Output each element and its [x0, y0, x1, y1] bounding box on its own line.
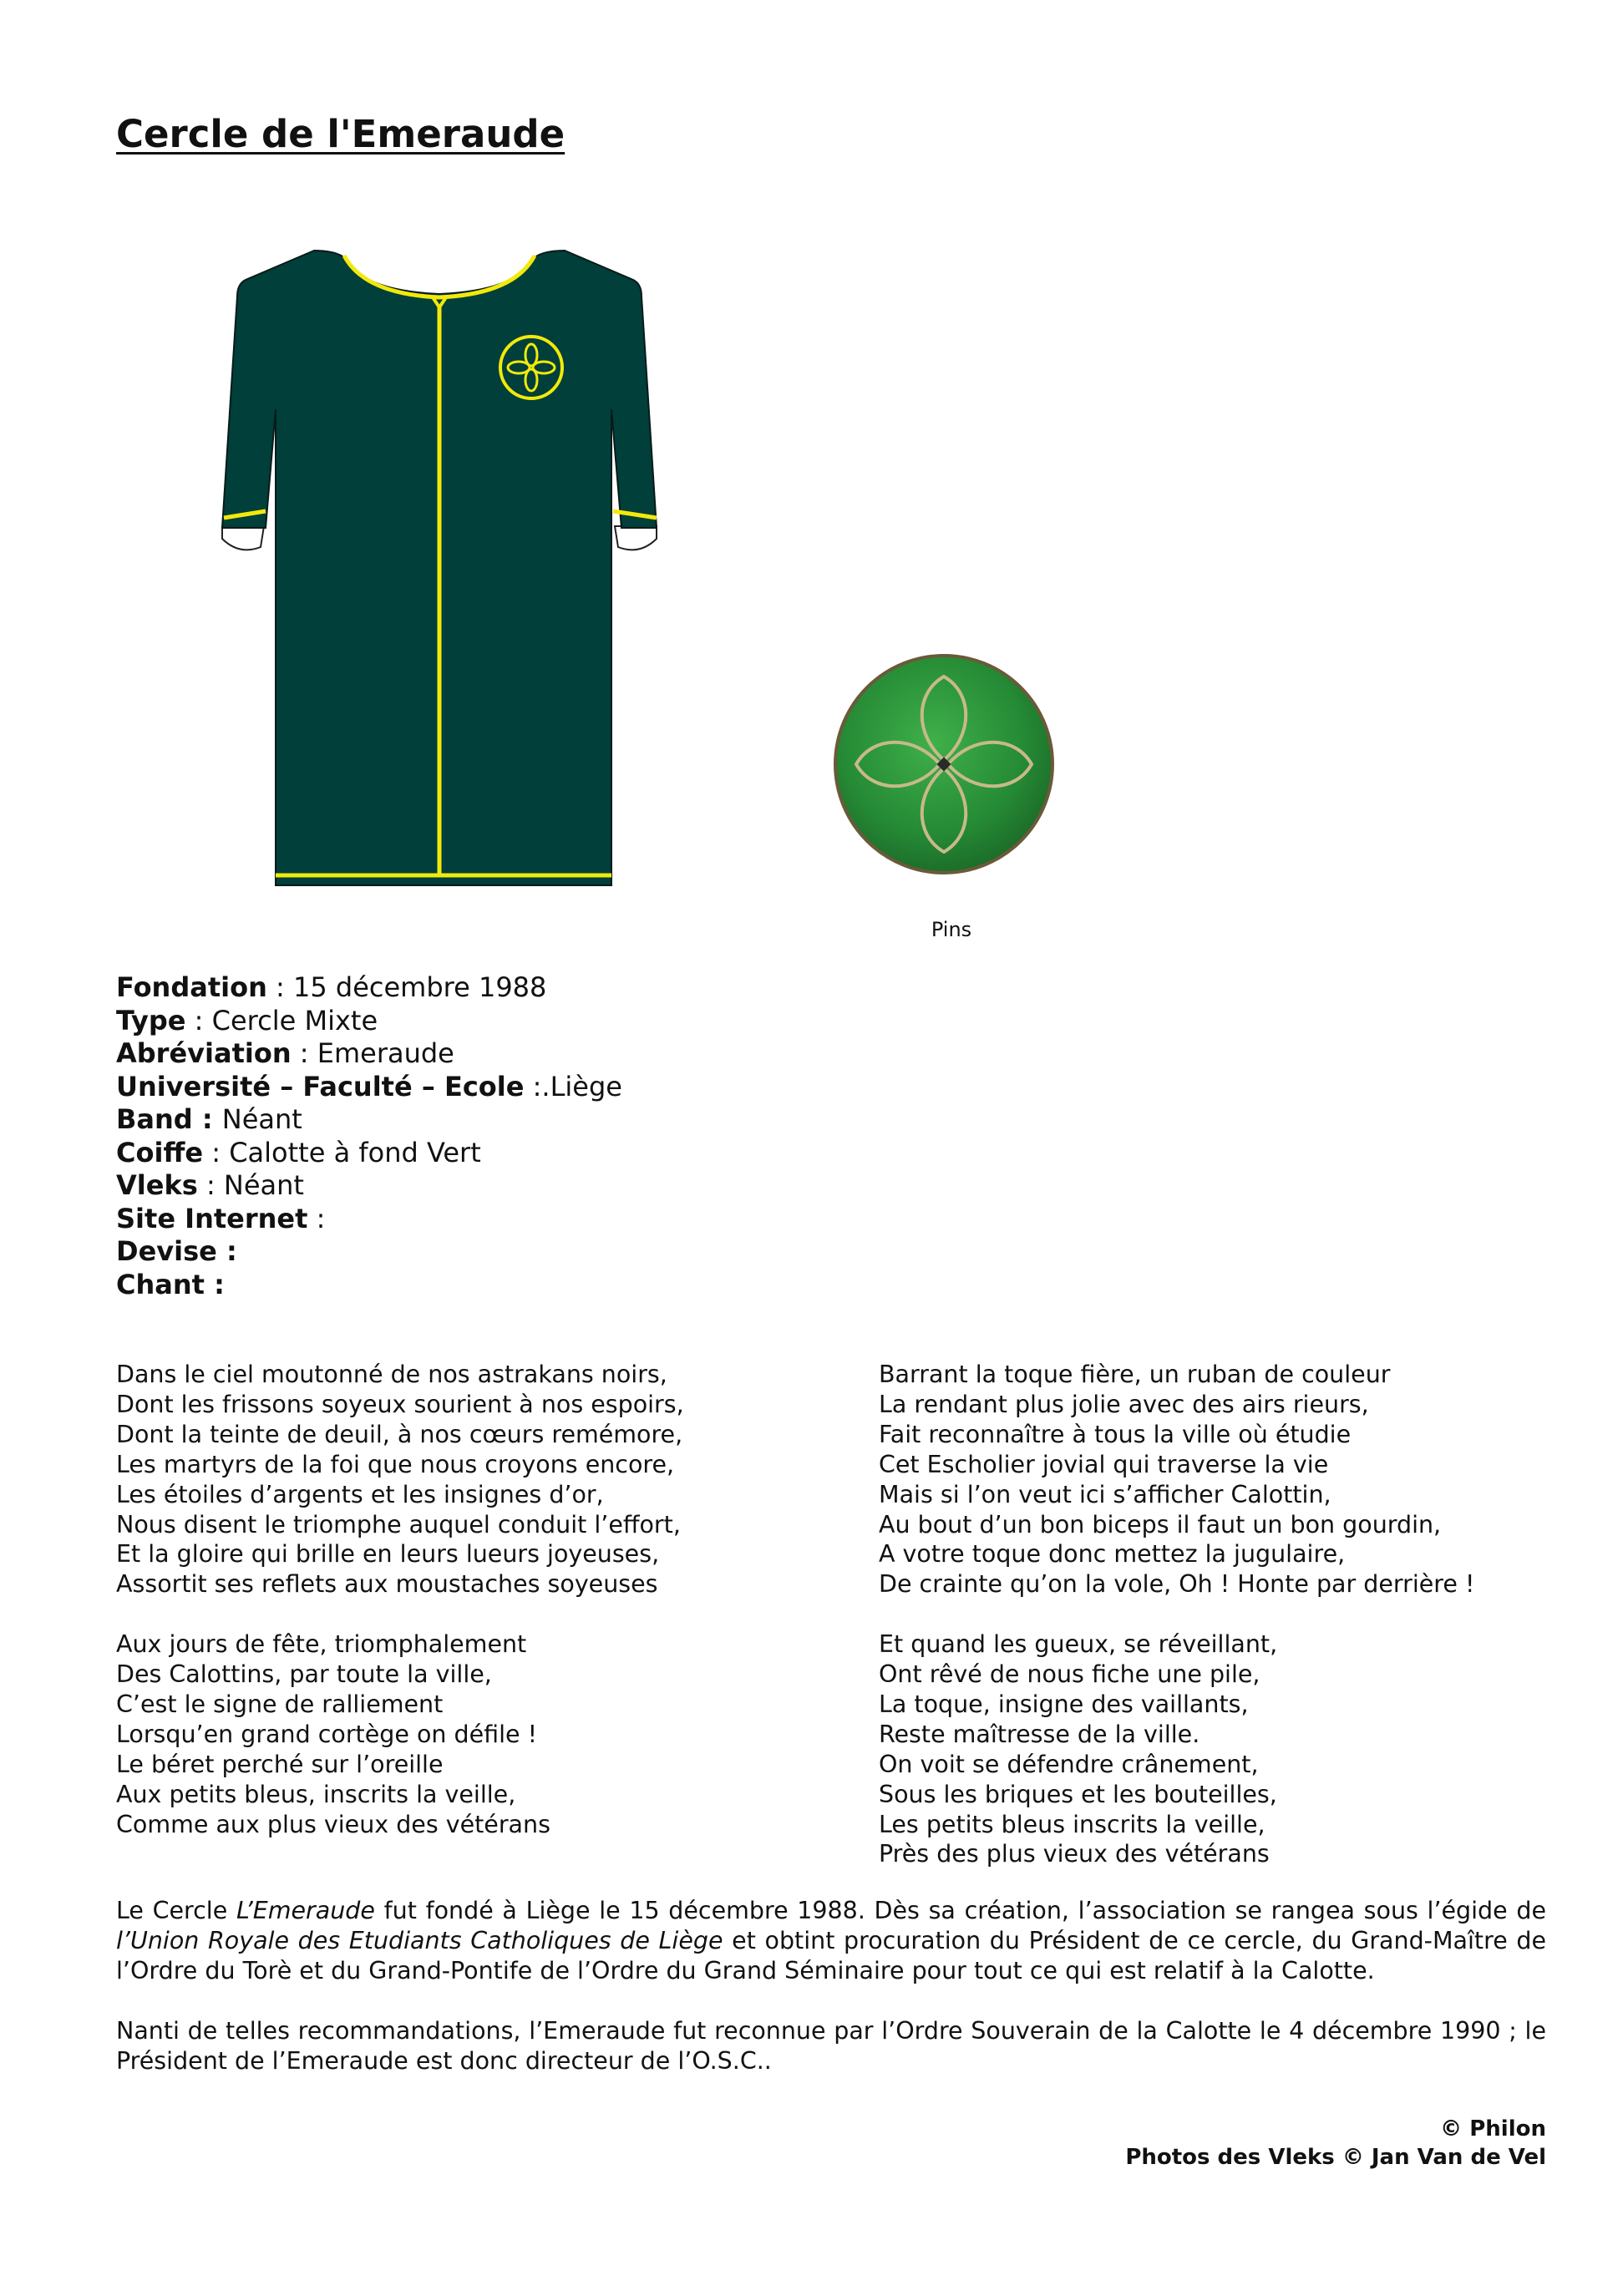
info-sep: :: [524, 1070, 542, 1102]
info-label: Fondation: [116, 971, 267, 1003]
info-sep: :: [291, 1037, 317, 1069]
pin-image: [823, 643, 1065, 885]
history-paragraph-2: Nanti de telles recommandations, l’Emeraude fut reconnue par l’Ordre Souverain de la Calotte le 4 décembre 1990 ; le Président de l’Emeraude est donc directeur de l’O.S.C..: [116, 2017, 1546, 2075]
verse-line: Cet Escholier jovial qui traverse la vie: [879, 1450, 1329, 1478]
info-sep: :: [192, 1103, 222, 1135]
info-label: Vleks: [116, 1169, 198, 1201]
verse-line: A votre toque donc mettez la jugulaire,: [879, 1540, 1346, 1569]
info-row-chant: [116, 1269, 1118, 1302]
verse-line: Dont la teinte de deuil, à nos cœurs remémore,: [116, 1420, 683, 1448]
info-value: Emeraude: [317, 1037, 454, 1069]
info-sep: :: [203, 1136, 230, 1168]
verse-line: La toque, insigne des vaillants,: [879, 1690, 1249, 1718]
song-left-column: [116, 1360, 851, 1869]
info-label: Abréviation: [116, 1037, 292, 1069]
verse-line: Aux petits bleus, inscrits la veille,: [116, 1780, 516, 1808]
stanza: [879, 1630, 1597, 1869]
verse-line: Lorsqu’en grand cortège on défile !: [116, 1720, 538, 1748]
verse-line: De crainte qu’on la vole, Oh ! Honte par derrière !: [879, 1570, 1475, 1599]
info-row-coiffe: [116, 1137, 1118, 1170]
stanza: [116, 1360, 851, 1599]
verse-line: C’est le signe de ralliement: [116, 1690, 444, 1718]
credit-photos: Photos des Vleks © Jan Van de Vel: [1125, 2145, 1546, 2170]
info-sep: :: [216, 1235, 237, 1267]
info-value: Néant: [221, 1103, 302, 1135]
info-label: Devise: [116, 1235, 217, 1267]
text-run: Le Cercle: [116, 1897, 236, 1924]
verse-line: Les petits bleus inscrits la veille,: [879, 1810, 1265, 1838]
verse-line: Reste maîtresse de la ville.: [879, 1720, 1200, 1748]
info-label: Site Internet: [116, 1202, 308, 1234]
verse-line: Près des plus vieux des vétérans: [879, 1840, 1270, 1868]
info-row-devise: [116, 1235, 1118, 1269]
song-right-column: [879, 1360, 1597, 1899]
garment-illustration: [189, 200, 807, 919]
info-list: [116, 971, 1118, 1301]
verse-line: Ont rêvé de nous fiche une pile,: [879, 1660, 1260, 1689]
pin-caption: Pins: [931, 918, 972, 941]
info-label: Type: [116, 1004, 186, 1036]
info-row-vleks: [116, 1169, 1118, 1203]
info-sep: :: [204, 1268, 225, 1300]
verse-line: Mais si l’on veut ici s’afficher Calottin,: [879, 1480, 1331, 1508]
credits: [1125, 2115, 1546, 2172]
verse-line: Les étoiles d’argents et les insignes d’or,: [116, 1480, 604, 1508]
info-row-site-internet: [116, 1203, 1118, 1236]
info-row-fondation: [116, 971, 1118, 1005]
info-sep: :: [266, 971, 293, 1003]
info-label: Coiffe: [116, 1136, 204, 1168]
verse-line: On voit se défendre crânement,: [879, 1750, 1259, 1778]
verse-line: La rendant plus jolie avec des airs rieurs,: [879, 1390, 1369, 1418]
verse-line: Dont les frissons soyeux sourient à nos espoirs,: [116, 1390, 684, 1418]
verse-line: Et la gloire qui brille en leurs lueurs joyeuses,: [116, 1540, 660, 1569]
info-sep: :: [185, 1004, 212, 1036]
info-value: Néant: [223, 1169, 304, 1201]
verse-line: Nous disent le triomphe auquel conduit l’effort,: [116, 1510, 681, 1538]
stanza: [116, 1630, 851, 1839]
info-row-band: [116, 1103, 1118, 1137]
info-label: Band: [116, 1103, 193, 1135]
verse-line: Le béret perché sur l’oreille: [116, 1750, 444, 1778]
info-sep: :: [307, 1202, 326, 1234]
verse-line: Assortit ses reflets aux moustaches soyeuses: [116, 1570, 658, 1599]
verse-line: Au bout d’un bon biceps il faut un bon gourdin,: [879, 1510, 1442, 1538]
italic-run: l’Union Royale des Etudiants Catholiques de Liège: [116, 1926, 723, 1954]
page-title: Cercle de l'Emeraude: [116, 112, 566, 156]
info-value: .Liège: [541, 1070, 622, 1102]
stanza: [879, 1360, 1597, 1599]
info-label: Université – Faculté – Ecole: [116, 1070, 525, 1102]
info-row-type: [116, 1005, 1118, 1038]
info-sep: :: [197, 1169, 224, 1201]
verse-line: Fait reconnaître à tous la ville où étudie: [879, 1420, 1352, 1448]
info-row-universite: [116, 1071, 1118, 1104]
verse-line: Et quand les gueux, se réveillant,: [879, 1630, 1278, 1659]
info-row-abreviation: [116, 1037, 1118, 1071]
info-value: Cercle Mixte: [211, 1004, 378, 1036]
text-run: fut fondé à Liège le 15 décembre 1988. Dès sa création, l’association se rangea sous l’égide de: [374, 1897, 1546, 1924]
info-value: 15 décembre 1988: [292, 971, 547, 1003]
info-value: Calotte à fond Vert: [229, 1136, 481, 1168]
verse-line: Les martyrs de la foi que nous croyons encore,: [116, 1450, 675, 1478]
history-paragraph-1: [116, 1896, 1546, 1986]
verse-line: Comme aux plus vieux des vétérans: [116, 1810, 550, 1838]
verse-line: Aux jours de fête, triomphalement: [116, 1630, 527, 1659]
text-run: et obtint procuration du Président de ce cercle, du Grand-Maître de l’Ordre du Torè et du Grand-Pontife de l’Ordre du Grand Séminaire pour tout ce qui est relatif à la Calotte.: [116, 1926, 1547, 1984]
credit-author: © Philon: [1440, 2116, 1546, 2141]
verse-line: Des Calottins, par toute la ville,: [116, 1660, 492, 1689]
verse-line: Dans le ciel moutonné de nos astrakans noirs,: [116, 1361, 667, 1388]
verse-line: Sous les briques et les bouteilles,: [879, 1780, 1277, 1808]
verse-line: Barrant la toque fière, un ruban de couleur: [879, 1361, 1391, 1388]
italic-run: L’Emeraude: [236, 1897, 375, 1924]
info-label: Chant: [116, 1268, 205, 1300]
